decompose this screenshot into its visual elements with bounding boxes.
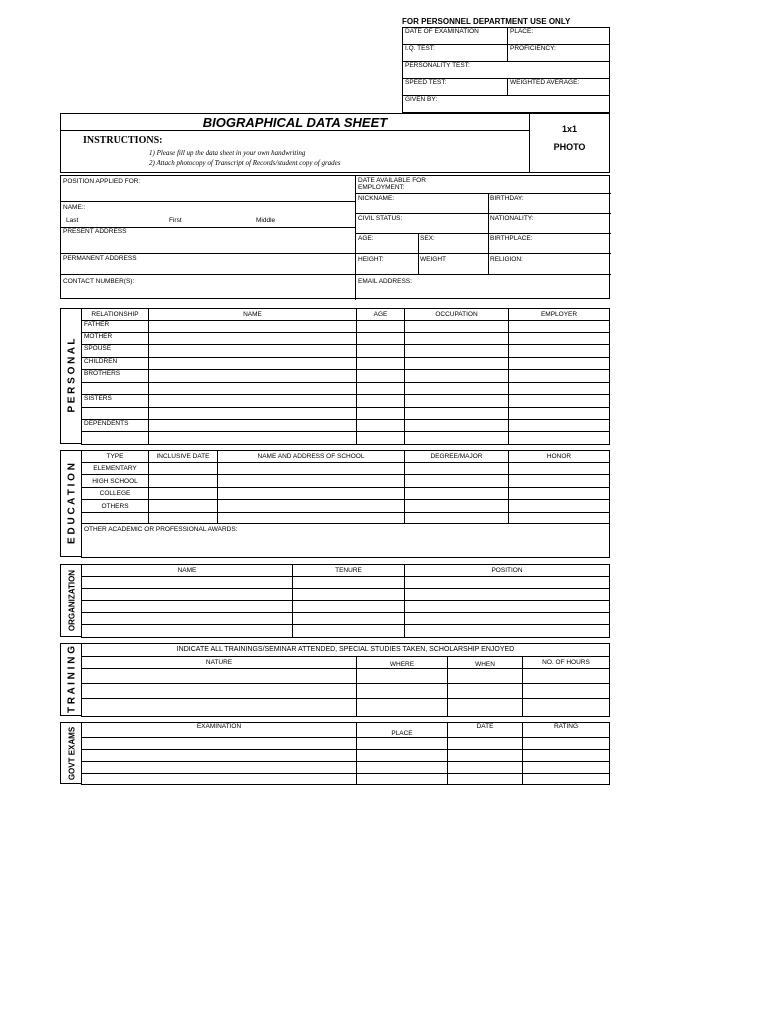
- name-middle-label: Middle: [256, 217, 276, 224]
- education-side: [60, 450, 82, 557]
- name-last-label: Last: [66, 217, 79, 224]
- given-by-field[interactable]: GIVEN BY:: [403, 96, 610, 113]
- email-field[interactable]: EMAIL ADDRESS:: [358, 278, 412, 285]
- name-first-label: First: [169, 217, 182, 224]
- personnel-header: FOR PERSONNEL DEPARTMENT USE ONLY: [402, 17, 571, 26]
- date-available-field[interactable]: DATE AVAILABLE FOR EMPLOYMENT:: [358, 177, 426, 192]
- age-field[interactable]: AGE:: [358, 235, 374, 242]
- training-header-when: WHEN: [448, 657, 523, 669]
- instruction-line-2: 2) Attach photocopy of Transcript of Records/student copy of grades: [149, 159, 341, 167]
- table-row[interactable]: [82, 601, 610, 613]
- permanent-address-field[interactable]: PERMANENT ADDRESS: [63, 255, 137, 262]
- table-row[interactable]: [82, 383, 610, 395]
- education-header-honor: HONOR: [509, 451, 610, 463]
- organization-side: [60, 564, 82, 637]
- training-side-label: T R A I N I N G: [66, 645, 78, 714]
- training-banner: INDICATE ALL TRAININGS/SEMINAR ATTENDED, SPECIAL STUDIES TAKEN, SCHOLARSHIP ENJOYED: [81, 643, 610, 656]
- training-header-where: WHERE: [357, 657, 448, 669]
- birthday-field[interactable]: BIRTHDAY:: [490, 195, 524, 202]
- organization-header-name: NAME: [82, 565, 293, 577]
- organization-side-label: ORGANIZATION: [67, 569, 77, 632]
- table-row[interactable]: [82, 475, 610, 488]
- relationship-cell: SISTERS: [82, 395, 149, 408]
- instructions-heading: INSTRUCTIONS:: [83, 135, 163, 146]
- instruction-line-1: 1) Please fill up the data sheet in your own handwriting: [149, 149, 306, 157]
- education-type-cell: COLLEGE: [82, 488, 149, 500]
- govt-header-examination: EXAMINATION: [82, 723, 357, 738]
- govt-header-rating: RATING: [523, 723, 610, 738]
- personal-header-age: AGE: [357, 309, 405, 321]
- table-row[interactable]: [82, 432, 610, 445]
- date-of-exam-field[interactable]: DATE OF EXAMINATION: [403, 28, 508, 45]
- relationship-cell: MOTHER: [82, 333, 149, 345]
- education-type-cell: HIGH SCHOOL: [82, 475, 149, 488]
- table-row[interactable]: [82, 577, 610, 589]
- personnel-table: [402, 27, 610, 113]
- personality-test-field[interactable]: PERSONALITY TEST:: [403, 62, 610, 79]
- table-row[interactable]: [82, 358, 610, 370]
- table-row[interactable]: [82, 370, 610, 383]
- photo-label: PHOTO: [553, 142, 586, 152]
- relationship-cell: [82, 432, 149, 445]
- name-field[interactable]: NAME::: [63, 204, 86, 211]
- personal-table: [81, 308, 610, 445]
- birthplace-field[interactable]: BIRTHPLACE:: [490, 235, 533, 242]
- table-row[interactable]: [82, 669, 610, 684]
- education-table: [81, 450, 610, 558]
- relationship-cell: BROTHERS: [82, 370, 149, 383]
- relationship-cell: [82, 408, 149, 420]
- civil-status-field[interactable]: CIVIL STATUS:: [358, 215, 403, 222]
- table-row[interactable]: [82, 774, 610, 785]
- title-box: [60, 113, 530, 173]
- govt-side: [60, 722, 82, 784]
- training-header-nature: NATURE: [82, 657, 357, 669]
- table-row[interactable]: [82, 625, 610, 638]
- table-row[interactable]: [82, 395, 610, 408]
- table-row[interactable]: [82, 513, 610, 524]
- relationship-cell: FATHER: [82, 321, 149, 333]
- place-field[interactable]: PLACE:: [508, 28, 610, 45]
- personal-header-occupation: OCCUPATION: [405, 309, 509, 321]
- education-type-cell: OTHERS: [82, 500, 149, 513]
- table-row[interactable]: [82, 684, 610, 699]
- table-row[interactable]: [82, 500, 610, 513]
- table-row[interactable]: [82, 408, 610, 420]
- table-row[interactable]: [82, 420, 610, 432]
- organization-header-tenure: TENURE: [293, 565, 405, 577]
- organization-table: [81, 564, 610, 638]
- education-header-dates: INCLUSIVE DATE: [149, 451, 218, 463]
- table-row[interactable]: [82, 463, 610, 475]
- personal-header-relationship: RELATIONSHIP: [82, 309, 149, 321]
- training-side: [60, 643, 82, 716]
- nationality-field[interactable]: NATIONALITY:: [490, 215, 534, 222]
- training-table: [81, 656, 610, 717]
- education-header-degree: DEGREE/MAJOR: [405, 451, 509, 463]
- table-row[interactable]: [82, 333, 610, 345]
- personnel-section: [402, 17, 610, 113]
- position-field[interactable]: POSITION APPLIED FOR:: [63, 178, 141, 185]
- govt-side-label: GOVT EXAMS: [67, 726, 77, 781]
- present-address-field[interactable]: PRESENT ADDRESS: [63, 228, 127, 235]
- training-header-hours: NO. OF HOURS: [523, 657, 610, 669]
- photo-box[interactable]: [529, 113, 610, 173]
- personal-side: [60, 308, 82, 444]
- page-title: BIOGRAPHICAL DATA SHEET: [202, 115, 388, 130]
- table-row[interactable]: [82, 750, 610, 762]
- speed-test-field[interactable]: SPEED TEST:: [403, 79, 508, 96]
- table-row[interactable]: [82, 738, 610, 750]
- nickname-field[interactable]: NICKNAME:: [358, 195, 395, 202]
- education-header-type: TYPE: [82, 451, 149, 463]
- education-type-cell: [82, 513, 149, 524]
- personal-side-label: P E R S O N A L: [66, 338, 78, 413]
- education-side-label: E D U C A T I O N: [66, 463, 78, 544]
- weight-field[interactable]: WEIGHT: [420, 256, 446, 263]
- organization-header-position: POSITION: [405, 565, 610, 577]
- photo-size: 1x1: [561, 124, 578, 134]
- title-bar: [61, 114, 529, 131]
- religion-field[interactable]: RELIGION:: [490, 256, 523, 263]
- height-field[interactable]: HEIGHT:: [358, 256, 384, 263]
- education-header-school: NAME AND ADDRESS OF SCHOOL: [218, 451, 405, 463]
- personal-header-name: NAME: [149, 309, 357, 321]
- govt-header-place: PLACE: [357, 723, 448, 738]
- table-row[interactable]: [82, 345, 610, 358]
- relationship-cell: SPOUSE: [82, 345, 149, 358]
- education-type-cell: ELEMENTARY: [82, 463, 149, 475]
- relationship-cell: DEPENDENTS: [82, 420, 149, 432]
- sex-field[interactable]: SEX:: [420, 235, 435, 242]
- proficiency-field[interactable]: PROFICIENCY:: [508, 45, 610, 62]
- table-row[interactable]: [82, 488, 610, 500]
- weighted-average-field[interactable]: WEIGHTED AVERAGE:: [508, 79, 610, 96]
- table-row[interactable]: [82, 613, 610, 625]
- awards-field[interactable]: OTHER ACADEMIC OR PROFESSIONAL AWARDS:: [82, 524, 610, 558]
- relationship-cell: [82, 383, 149, 395]
- contact-field[interactable]: CONTACT NUMBER(S):: [63, 278, 135, 285]
- govt-header-date: DATE: [448, 723, 523, 738]
- govt-table: [81, 722, 610, 785]
- table-row[interactable]: [82, 589, 610, 601]
- iq-test-field[interactable]: I.Q. TEST:: [403, 45, 508, 62]
- table-row[interactable]: [82, 321, 610, 333]
- info-block: [60, 175, 610, 299]
- table-row[interactable]: [82, 762, 610, 774]
- relationship-cell: CHILDREN: [82, 358, 149, 370]
- table-row[interactable]: [82, 699, 610, 717]
- personal-header-employer: EMPLOYER: [509, 309, 610, 321]
